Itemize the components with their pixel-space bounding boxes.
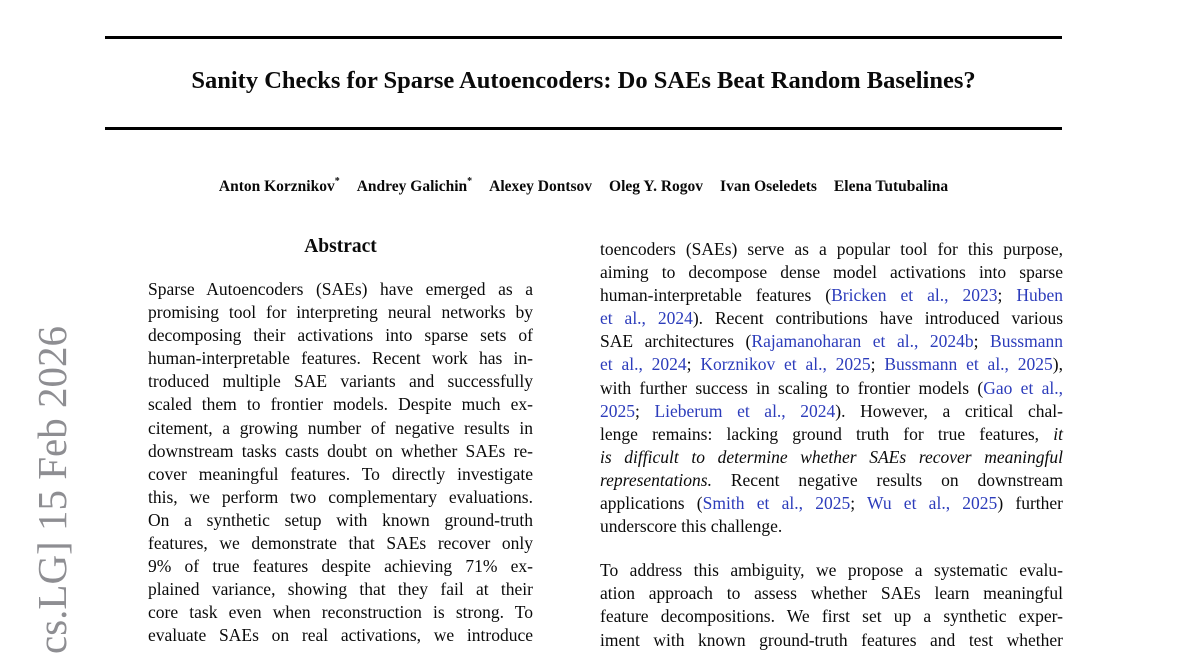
citation-link[interactable]: Huben [1016,285,1063,306]
body-text: ; [635,400,655,421]
text-line [600,261,1063,284]
abstract-line: On a synthetic setup with known ground-truth [148,509,533,530]
abstract-line: citement, a growing number of negative results in [148,417,533,438]
emphasized-text: it [1053,423,1063,444]
text-line [600,492,1063,515]
abstract-text [148,278,533,648]
text-line [600,284,1063,307]
body-text: with further success in scaling to frontier models ( [600,377,984,398]
body-text: iment with known ground-truth features and test whether [600,629,1063,650]
emphasized-text: representations. [600,469,712,490]
citation-link[interactable]: 2025 [600,400,635,421]
text-line [600,330,1063,353]
body-text: ; [686,354,701,375]
text-line [600,629,1063,652]
paper-title: Sanity Checks for Sparse Autoencoders: Do SAEs Beat Random Baselines? [191,67,976,94]
abstract-line: 9% of true features despite achieving 71% ex- [148,556,533,577]
author-list [70,173,1097,197]
header-rule-bottom [105,127,1062,130]
body-text: underscore this challenge. [600,516,783,537]
body-text: ation approach to assess whether SAEs learn meaningful [600,583,1063,604]
citation-link[interactable]: Bussmann [990,331,1063,352]
body-text: ; [997,285,1017,306]
abstract-line: core task even when reconstruction is strong. To [148,602,533,623]
abstract-line: downstream tasks casts doubt on whether SAEs re- [148,440,533,461]
abstract-line: human-interpretable features. Recent work has in- [148,348,533,369]
text-line [600,469,1063,492]
body-text: aiming to decompose dense model activations into sparse [600,262,1063,283]
abstract-heading: Abstract [304,236,377,257]
body-text: lenge remains: lacking ground truth for true features, [600,423,1054,444]
citation-link[interactable]: Smith et al., 2025 [702,493,851,514]
text-line [600,238,1063,261]
arxiv-watermark: cs.LG] 15 Feb 2026 [29,326,75,654]
citation-link[interactable]: Lieberum et al., 2024 [654,400,836,421]
author-name: Ivan Oseledets [720,178,817,196]
body-text: ; [973,331,991,352]
paragraph [600,559,1063,651]
citation-link[interactable]: Gao et al., [983,377,1063,398]
citation-link[interactable]: Rajamanoharan et al., 2024b [751,331,974,352]
body-text: feature decompositions. We first set up a synthetic exper- [600,606,1063,627]
header-rule-top [105,36,1062,39]
citation-link[interactable]: Korznikov et al., 2025 [700,354,871,375]
citation-link[interactable]: Wu et al., 2025 [867,493,998,514]
introduction-text [600,238,1063,652]
text-line [600,400,1063,423]
text-line [600,307,1063,330]
body-text: To address this ambiguity, we propose a systematic evalu- [600,560,1063,581]
citation-link[interactable]: et al., 2024 [600,308,693,329]
citation-link[interactable]: Bussmann et al., 2025 [884,354,1053,375]
citation-link[interactable]: et al., 2024 [600,354,687,375]
text-line [600,353,1063,376]
body-text: ; [870,354,885,375]
author-name: Alexey Dontsov [489,178,593,196]
body-text: ), [1052,354,1063,375]
body-text: Recent negative results on downstream [711,469,1063,490]
abstract-line: cover meaningful features. To directly investigate [148,463,533,484]
abstract-line: this, we perform two complementary evaluations. [148,486,533,507]
abstract-line: evaluate SAEs on real activations, we introduce [148,625,533,646]
body-text: toencoders (SAEs) serve as a popular tool for this purpose, [600,239,1063,259]
author-name: Andrey Galichin* [356,176,473,196]
abstract-line: plained variance, showing that they fail at their [148,579,533,600]
emphasized-text: is difficult to determine whether SAEs recover meaningful [600,446,1063,467]
body-text: ) further [997,493,1063,514]
abstract-line: scaled them to frontier models. Despite much ex- [148,394,533,415]
abstract-line: decomposing their activations into sparse sets of [148,325,533,346]
abstract-line: features, we demonstrate that SAEs recover only [148,533,533,554]
text-line [600,446,1063,469]
citation-link[interactable]: Bricken et al., 2023 [831,285,998,306]
text-line [600,559,1063,582]
author-name: Oleg Y. Rogov [609,178,704,196]
text-line [600,582,1063,605]
text-line [600,423,1063,446]
abstract-line: promising tool for interpreting neural networks by [148,302,533,323]
paragraph [600,238,1063,538]
text-line [600,605,1063,628]
author-name: Elena Tutubalina [833,178,949,196]
equal-contribution-marker: * [334,176,340,187]
abstract-line: Sparse Autoencoders (SAEs) have emerged as a [148,279,533,299]
text-line [600,515,1063,538]
body-text: SAE architectures ( [600,331,752,352]
body-text: applications ( [600,493,703,514]
body-text: ; [850,493,867,514]
body-text: ). However, a critical chal- [835,400,1063,421]
author-name: Anton Korznikov* [218,176,340,196]
text-line [600,377,1063,400]
body-text: human-interpretable features ( [600,285,832,306]
body-text: ). Recent contributions have introduced various [692,308,1063,329]
abstract-line: troduced multiple SAE variants and successfully [148,371,533,392]
equal-contribution-marker: * [467,176,473,187]
